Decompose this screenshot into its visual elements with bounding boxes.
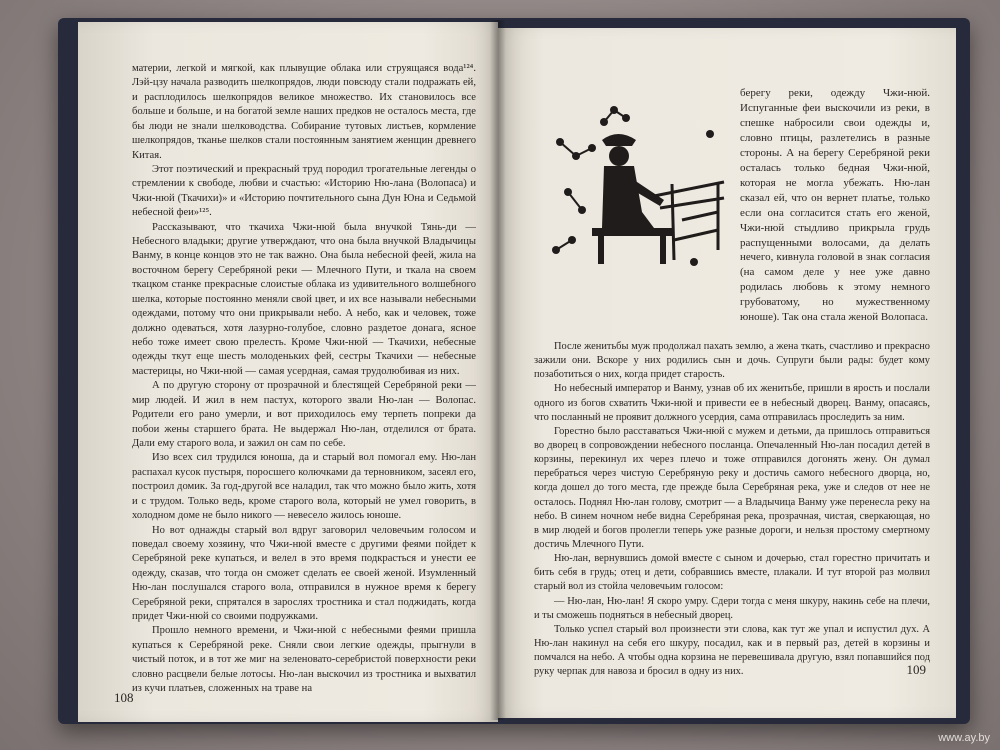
right-page-text [534, 340, 930, 679]
right-page-column-text [740, 86, 930, 325]
paragraph: материи, легкой и мягкой, как плывущие облака или струящаяся вода¹²⁴. Лэй-цзу начала разводить шелкопрядов, люди повсюду стали подражать ей, и расплодилось шелкопрядов великое множество. Их становилось все больше и больше, и на богатой земле наших предков не осталось места, где бы люди не знали шелководства. Собирание тутовых листьев, кормление шелкопрядов, тканье шелков стали постоянным занятием женщин древнего Китая. [132, 63, 476, 161]
left-page [78, 22, 498, 722]
page-number: 109 [906, 662, 926, 678]
paragraph: Но небесный император и Ванму, узнав об их женитьбе, пришли в ярость и послали одного из богов схватить Чжи-нюй и привести ее в небесный дворец. Ванму, опасаясь, что посланный не проявит должного усердия, сама отправилась проследить за ним. [534, 383, 930, 423]
page-number: 108 [114, 690, 134, 706]
paragraph: Ню-лан, вернувшись домой вместе с сыном и дочерью, стал горестно причитать и бить себя в грудь; отец и дети, собравшись вместе, плакали. И тут второй раз молвил старый вол из стойла человечьим голосом: [534, 553, 930, 593]
paragraph: А по другую сторону от прозрачной и блестящей Серебряной реки — мир людей. И жил в нем пастух, которого звали Ню-лан — Волопас. Родители его рано умерли, и вот приходилось ему терпеть попреки да побои жены старшего брата. Не выдержал Ню-лан, отделился от брата. Дали ему старого вола, и зажил он сам по себе. [132, 380, 476, 449]
paragraph: — Ню-лан, Ню-лан! Я скоро умру. Сдери тогда с меня шкуру, накинь себе на плечи, и ты сможешь подняться в небесный дворец. [534, 595, 930, 621]
right-page [498, 28, 956, 718]
paragraph: Только успел старый вол произнести эти слова, как тут же упал и испустил дух. А Ню-лан накинул на себя его шкуру, посадил, как и в первый раз, детей в корзины и помчался на небо. А чтобы одна корзина не перевешивала другую, взял попавшийся под руку черпак для навоза и бросил в одну из них. [534, 623, 930, 678]
book-gutter [490, 20, 506, 720]
watermark: www.ay.by [938, 732, 990, 744]
weaver-illustration [542, 100, 732, 280]
paragraph: Горестно было расставаться Чжи-нюй с мужем и детьми, да пришлось отправиться во дворец в сопровождении небесного посланца. Опечаленный Ню-лан посадил детей в корзины, перекинул их через плечо и тоже отправился догонять жену. Он думал перебраться через чистую Серебряную реку и достичь самого небесного дворца, но, когда дошел до того места, где прежде была Серебряная река, уже и следов от нее не осталось. Поднял Ню-лан голову, смотрит — а Владычица Ванму уже перенесла реку на небо. В синем ночном небе видна Серебряная река, прозрачная, чистая, сверкающая, но в мир людей и богов пролегли теперь уже разные дороги, и нельзя простому смертному достичь Млечного Пути. [534, 425, 930, 550]
paragraph: Изо всех сил трудился юноша, да и старый вол помогал ему. Ню-лан распахал кусок пустыря, поросшего колючками да терновником, засеял его, построил домик. За год-другой все наладил, так что можно было жить, хотя и с трудом. Только ведь, кроме старого вола, который не умел говорить, в холодном доме не было никого — невесело жилось юноше. [132, 452, 476, 522]
paragraph: Но вот однажды старый вол вдруг заговорил человечьим голосом и поведал своему хозяину, что Чжи-нюй вместе с другими феями пойдет к Серебряной реке купаться, и велел в это время подкрасться и унести ее одежду, сказав, что тогда он сможет сделать ее своей женой. Изумленный Ню-лан послушался старого вола, отправился в нужное время к берегу Серебряной реки, спрятался в зарослях тростника и стал поджидать, когда придет Чжи-нюй со своими подружками. [132, 524, 476, 623]
paragraph: Рассказывают, что ткачиха Чжи-нюй была внучкой Тянь-ди — Небесного владыки; другие утверждают, что она была внучкой Владычицы Ванму, в конце концов это не так важно. Она была небесной феей, жила на восточном берегу Серебряной реки — Млечного Пути, и ткала на своем ткацком станке прекрасные слоистые облака из удивительного волшебного шелка, которые постоянно меняли свой цвет, и их все называли небесными одеждами, потому что они прикрывали небо. А небо, как и человек, тоже должно одеваться, хотя лазурно-голубое, словно раздетое донага, ясное небо тоже имеет свою прелесть. Кроме Чжи-нюй — Ткачихи, небесные одежды ткут еще шесть молоденьких фей, сестры Ткачихи — небесные мастерицы, но Чжи-нюй — самая усердная, самая трудолюбивая из них. [132, 221, 476, 377]
paragraph: Прошло немного времени, и Чжи-нюй с небесными феями пришла купаться к Серебряной реке. Сняли свои легкие одежды, прыгнули в чистый поток, и в тот же миг на зеленовато-серебристой поверхности реки словно расцвели белые лотосы. Ню-лан выскочил из тростника и выхватил из кучи платьев, сложенных на траве на [132, 625, 476, 695]
left-page-text [132, 62, 476, 697]
paragraph: Этот поэтический и прекрасный труд породил трогательные легенды о стремлении к свободе, любви и счастью: «Историю Ню-лана (Волопаса) и Чжи-нюй (Ткачихи)» и «Историю почтительного сына Дун Юна и Седьмой небесной феи»¹²⁵. [132, 163, 476, 219]
paragraph: После женитьбы муж продолжал пахать землю, а жена ткать, счастливо и прекрасно зажили они. Вскоре у них родились сын и дочь. Супруги были рады: будет кому позаботиться о них, когда придет старость. [534, 341, 930, 381]
paragraph: берегу реки, одежду Чжи-нюй. Испуганные феи выскочили из реки, в спешке набросили свои одежды и, словно птицы, разлетелись в разные стороны. А на берегу Серебряной реки осталась только бедная Чжи-нюй, которая не могла убежать. Ню-лан сказал ей, что он вернет платье, только если она согласится стать его женой, Чжи-нюй стыдливо прикрыла грудь распущенными волосами, да делать нечего, кивнула головой в знак согласия (на самом деле у нее уже давно родилась любовь к этому немного грубоватому, но мужественному юноше). Так она стала женой Волопаса. [740, 87, 930, 324]
